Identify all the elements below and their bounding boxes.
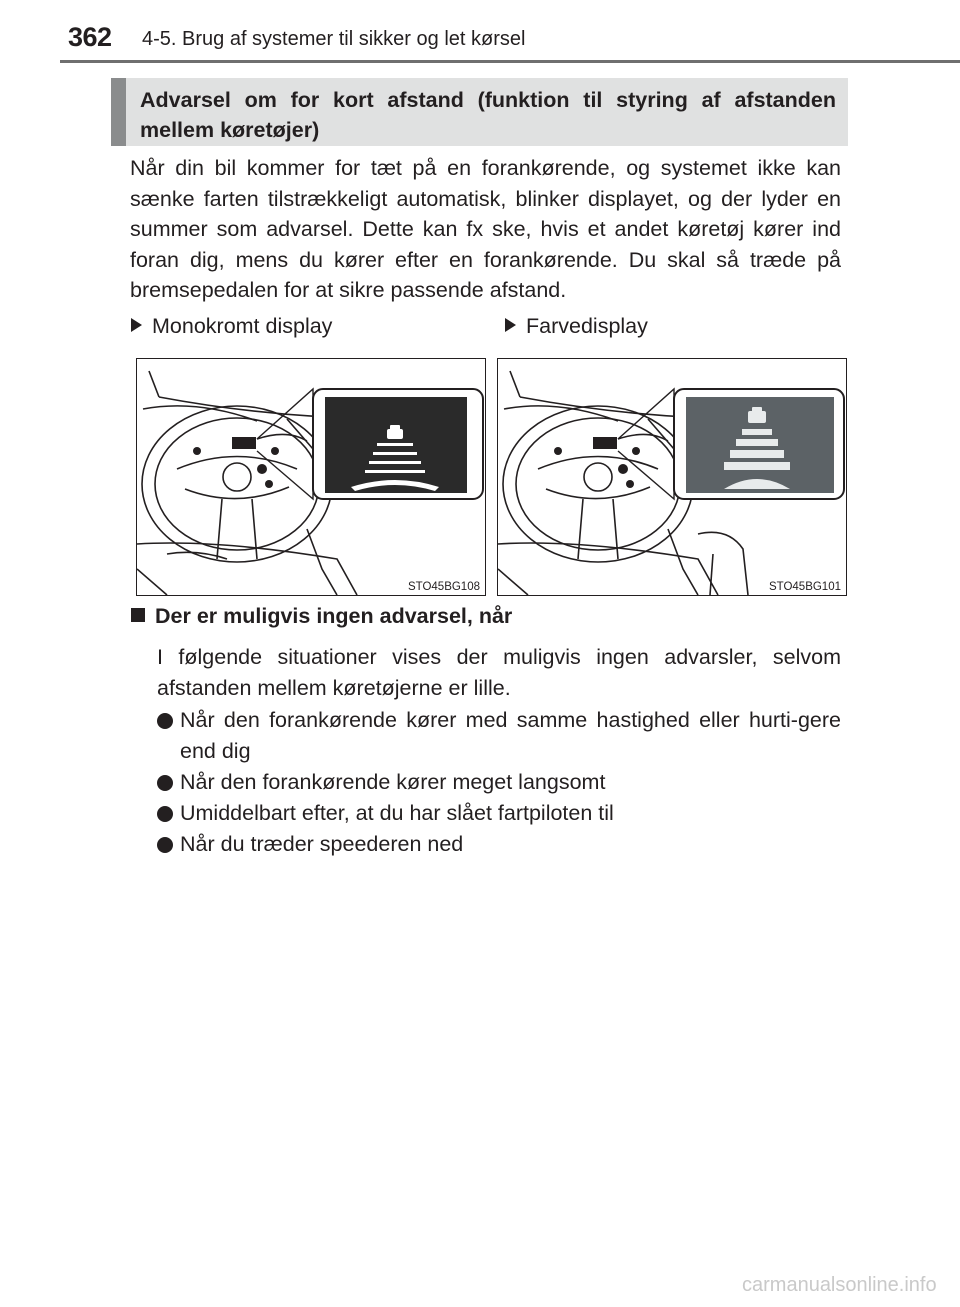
page-number: 362 bbox=[68, 22, 112, 52]
no-warning-heading bbox=[131, 604, 512, 629]
list-item: Når den forankørende kører med samme hastighed eller hurti-gere end dig bbox=[157, 705, 841, 767]
watermark: carmanualsonline.info bbox=[742, 1274, 937, 1296]
color-display-label-text: Farvedisplay bbox=[526, 314, 648, 338]
monochrome-display-label-text: Monokromt display bbox=[152, 314, 333, 338]
figure-code: STO45BG108 bbox=[407, 581, 480, 593]
header-divider bbox=[60, 60, 960, 63]
list-item: Umiddelbart efter, at du har slået fartpiloten til bbox=[157, 798, 841, 829]
list-item: Når du træder speederen ned bbox=[157, 829, 841, 860]
no-warning-heading-text: Der er muligvis ingen advarsel, når bbox=[155, 604, 513, 628]
arrow-right-icon bbox=[505, 318, 516, 332]
dashboard-illustration bbox=[498, 359, 847, 596]
monochrome-display-label bbox=[131, 314, 332, 339]
figure-code: STO45BG101 bbox=[768, 581, 841, 593]
section-heading-text: Advarsel om for kort afstand (funktion til styring af afstanden mellem køretøjer) bbox=[140, 88, 836, 142]
section-heading bbox=[111, 78, 848, 146]
color-display-figure bbox=[497, 358, 847, 596]
monochrome-display-figure bbox=[136, 358, 486, 596]
intro-paragraph: Når din bil kommer for tæt på en forankørende, og systemet ikke kan sænke farten tilstrækkeligt automatisk, blinker displayet, og der lyder en summer som advarsel. Dette kan fx ske, hvis et andet køretøj kører ind foran dig, mens du kører efter en forankørende. Du skal så træde på bremsepedalen for at sikre passende afstand. bbox=[130, 156, 841, 303]
no-warning-list bbox=[157, 705, 841, 860]
square-bullet-icon bbox=[131, 608, 145, 622]
color-display-label bbox=[505, 314, 648, 339]
chapter-title: 4-5. Brug af systemer til sikker og let kørsel bbox=[142, 28, 526, 50]
dashboard-illustration bbox=[137, 359, 486, 596]
no-warning-paragraph: I følgende situationer vises der muligvis ingen advarsler, selvom afstanden mellem køretøjerne er lille. bbox=[157, 645, 841, 700]
arrow-right-icon bbox=[131, 318, 142, 332]
list-item: Når den forankørende kører meget langsomt bbox=[157, 767, 841, 798]
